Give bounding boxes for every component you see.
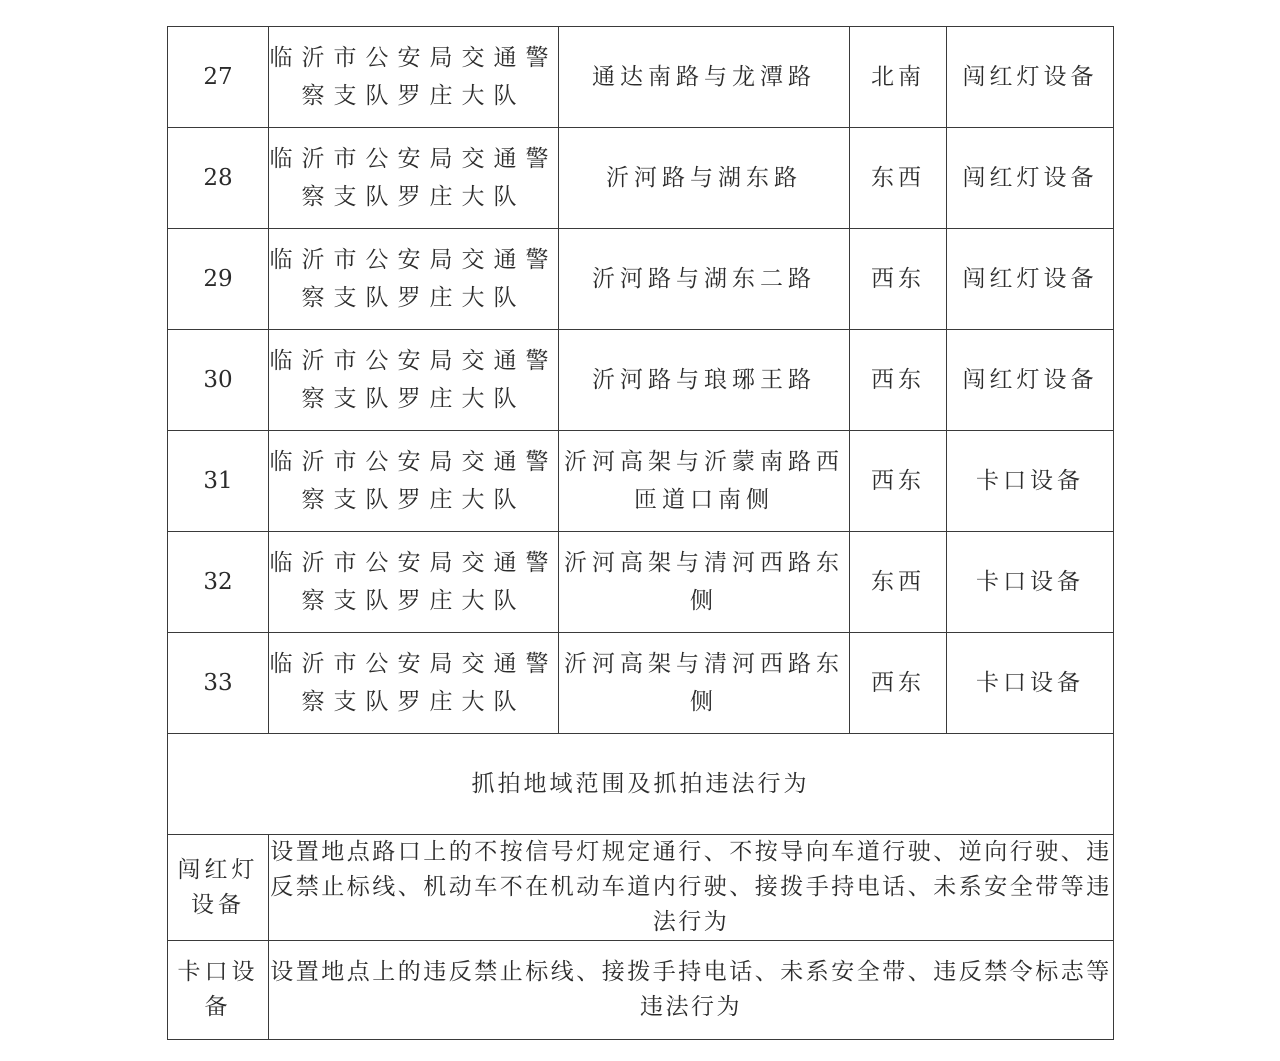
section-header-row bbox=[168, 734, 1114, 835]
section-title: 抓拍地域范围及抓拍违法行为 bbox=[168, 734, 1114, 835]
table-row bbox=[168, 27, 1114, 128]
row-number: 33 bbox=[168, 633, 269, 734]
table-row bbox=[168, 633, 1114, 734]
location: 沂河路与琅琊王路 bbox=[559, 330, 850, 431]
unit-name: 临沂市公安局交通警察支队罗庄大队 bbox=[269, 229, 559, 330]
row-number: 32 bbox=[168, 532, 269, 633]
table-row bbox=[168, 229, 1114, 330]
violation-capture-table bbox=[167, 26, 1114, 1040]
unit-name: 临沂市公安局交通警察支队罗庄大队 bbox=[269, 633, 559, 734]
unit-name: 临沂市公安局交通警察支队罗庄大队 bbox=[269, 330, 559, 431]
unit-name: 临沂市公安局交通警察支队罗庄大队 bbox=[269, 431, 559, 532]
location: 通达南路与龙潭路 bbox=[559, 27, 850, 128]
unit-name: 临沂市公安局交通警察支队罗庄大队 bbox=[269, 27, 559, 128]
device-type: 闯红灯设备 bbox=[947, 128, 1114, 229]
description-text: 设置地点路口上的不按信号灯规定通行、不按导向车道行驶、逆向行驶、违反禁止标线、机动车不在机动车道内行驶、接拨手持电话、未系安全带等违法行为 bbox=[269, 835, 1114, 941]
device-type: 卡口设备 bbox=[947, 532, 1114, 633]
device-type: 闯红灯设备 bbox=[947, 330, 1114, 431]
table-row bbox=[168, 431, 1114, 532]
unit-name: 临沂市公安局交通警察支队罗庄大队 bbox=[269, 128, 559, 229]
direction: 东西 bbox=[850, 128, 947, 229]
table-row bbox=[168, 330, 1114, 431]
device-type: 卡口设备 bbox=[947, 633, 1114, 734]
description-row bbox=[168, 835, 1114, 941]
direction: 北南 bbox=[850, 27, 947, 128]
direction: 东西 bbox=[850, 532, 947, 633]
row-number: 27 bbox=[168, 27, 269, 128]
device-type: 卡口设备 bbox=[947, 431, 1114, 532]
unit-name: 临沂市公安局交通警察支队罗庄大队 bbox=[269, 532, 559, 633]
device-type: 闯红灯设备 bbox=[947, 229, 1114, 330]
location: 沂河路与湖东二路 bbox=[559, 229, 850, 330]
location: 沂河高架与沂蒙南路西匝道口南侧 bbox=[559, 431, 850, 532]
table-row bbox=[168, 532, 1114, 633]
row-number: 29 bbox=[168, 229, 269, 330]
description-label: 卡口设备 bbox=[168, 941, 269, 1040]
direction: 西东 bbox=[850, 229, 947, 330]
row-number: 31 bbox=[168, 431, 269, 532]
direction: 西东 bbox=[850, 330, 947, 431]
description-row bbox=[168, 941, 1114, 1040]
description-text: 设置地点上的违反禁止标线、接拨手持电话、未系安全带、违反禁令标志等违法行为 bbox=[269, 941, 1114, 1040]
location: 沂河路与湖东路 bbox=[559, 128, 850, 229]
location: 沂河高架与清河西路东侧 bbox=[559, 532, 850, 633]
row-number: 30 bbox=[168, 330, 269, 431]
direction: 西东 bbox=[850, 633, 947, 734]
row-number: 28 bbox=[168, 128, 269, 229]
table-row bbox=[168, 128, 1114, 229]
description-label: 闯红灯设备 bbox=[168, 835, 269, 941]
direction: 西东 bbox=[850, 431, 947, 532]
device-type: 闯红灯设备 bbox=[947, 27, 1114, 128]
location: 沂河高架与清河西路东侧 bbox=[559, 633, 850, 734]
